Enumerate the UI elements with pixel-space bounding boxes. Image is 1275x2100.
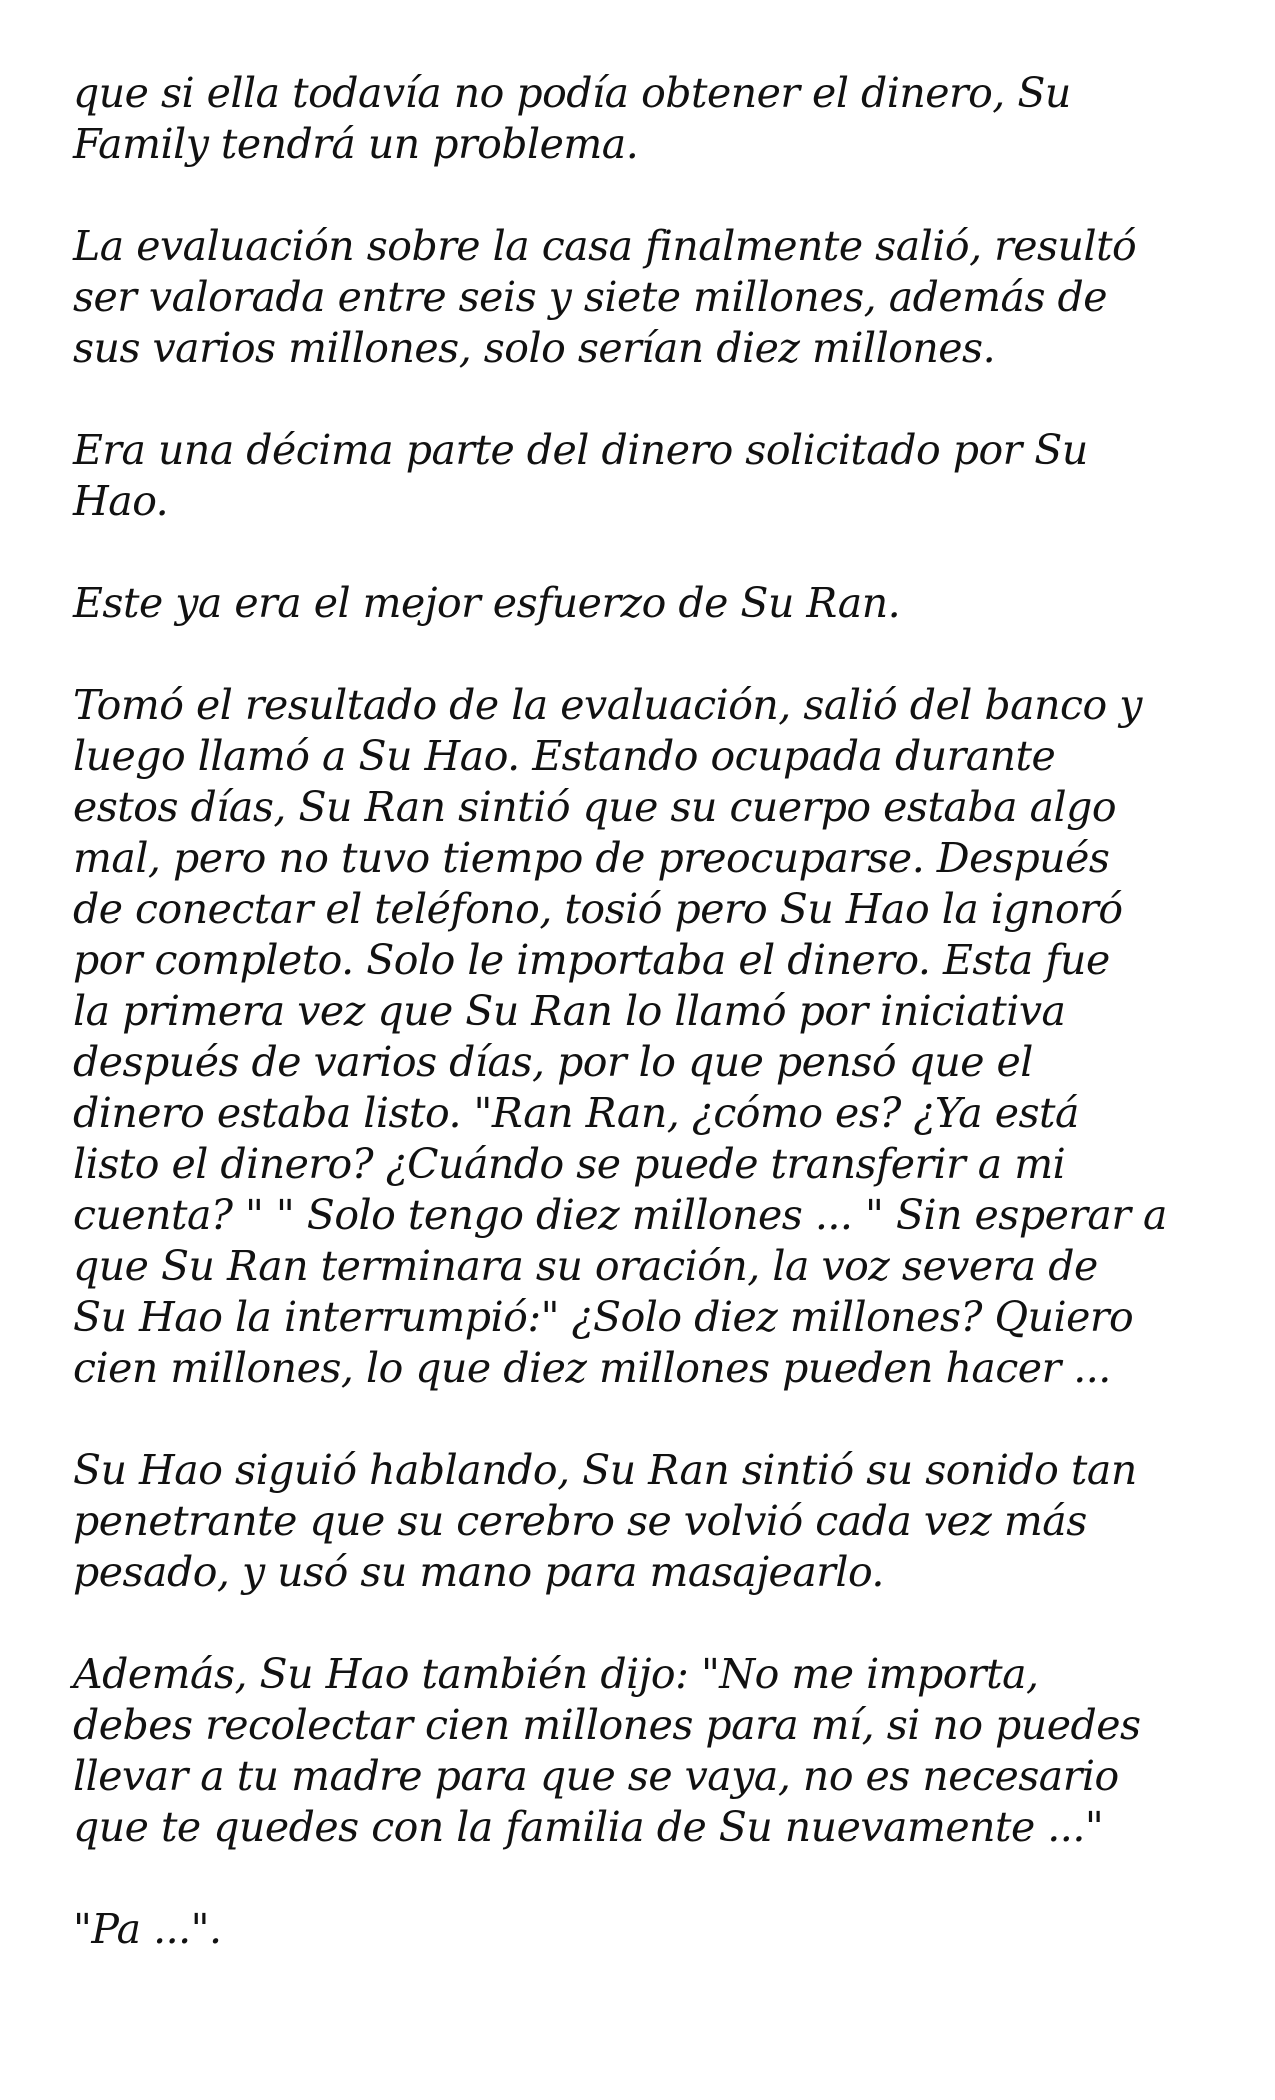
paragraph-3: Era una décima parte del dinero solicitado por Su Hao. [73, 426, 1088, 525]
paragraph-2: La evaluación sobre la casa finalmente salió, resultó ser valorada entre seis y siete millones, además de sus varios millones, solo serían diez millones. [73, 222, 1137, 372]
paragraph-4: Este ya era el mejor esfuerzo de Su Ran. [73, 579, 901, 627]
paragraph-6: Su Hao siguió hablando, Su Ran sintió su sonido tan penetrante que su cerebro se volvió cada vez más pesado, y usó su mano para masajearlo. [73, 1446, 1137, 1596]
story-text [73, 68, 1223, 2006]
paragraph-5: Tomó el resultado de la evaluación, salió del banco y luego llamó a Su Hao. Estando ocupada durante estos días, Su Ran sintió que su cuerpo estaba algo mal, pero no tuvo tiempo de preocuparse. Después de conectar el teléfono, tosió pero Su Hao la ignoró por completo. Solo le importaba el dinero. Esta fue la primera vez que Su Ran lo llamó por iniciativa después de varios días, por lo que pensó que el dinero estaba listo. "Ran Ran, ¿cómo es? ¿Ya está listo el dinero? ¿Cuándo se puede transferir a mi cuenta? " " Solo tengo diez millones ... " Sin esperar a que Su Ran terminara su oración, la voz severa de Su Hao la interrumpió:" ¿Solo diez millones? Quiero cien millones, lo que diez millones pueden hacer ... [73, 681, 1167, 1392]
paragraph-1: que si ella todavía no podía obtener el dinero, Su Family tendrá un problema. [73, 69, 1071, 168]
paragraph-8: "Pa ...". [73, 1905, 222, 1953]
paragraph-7: Además, Su Hao también dijo: "No me importa, debes recolectar cien millones para mí, si no puedes llevar a tu madre para que se vaya, no es necesario que te quedes con la familia de Su nuevamente ..." [73, 1650, 1141, 1851]
